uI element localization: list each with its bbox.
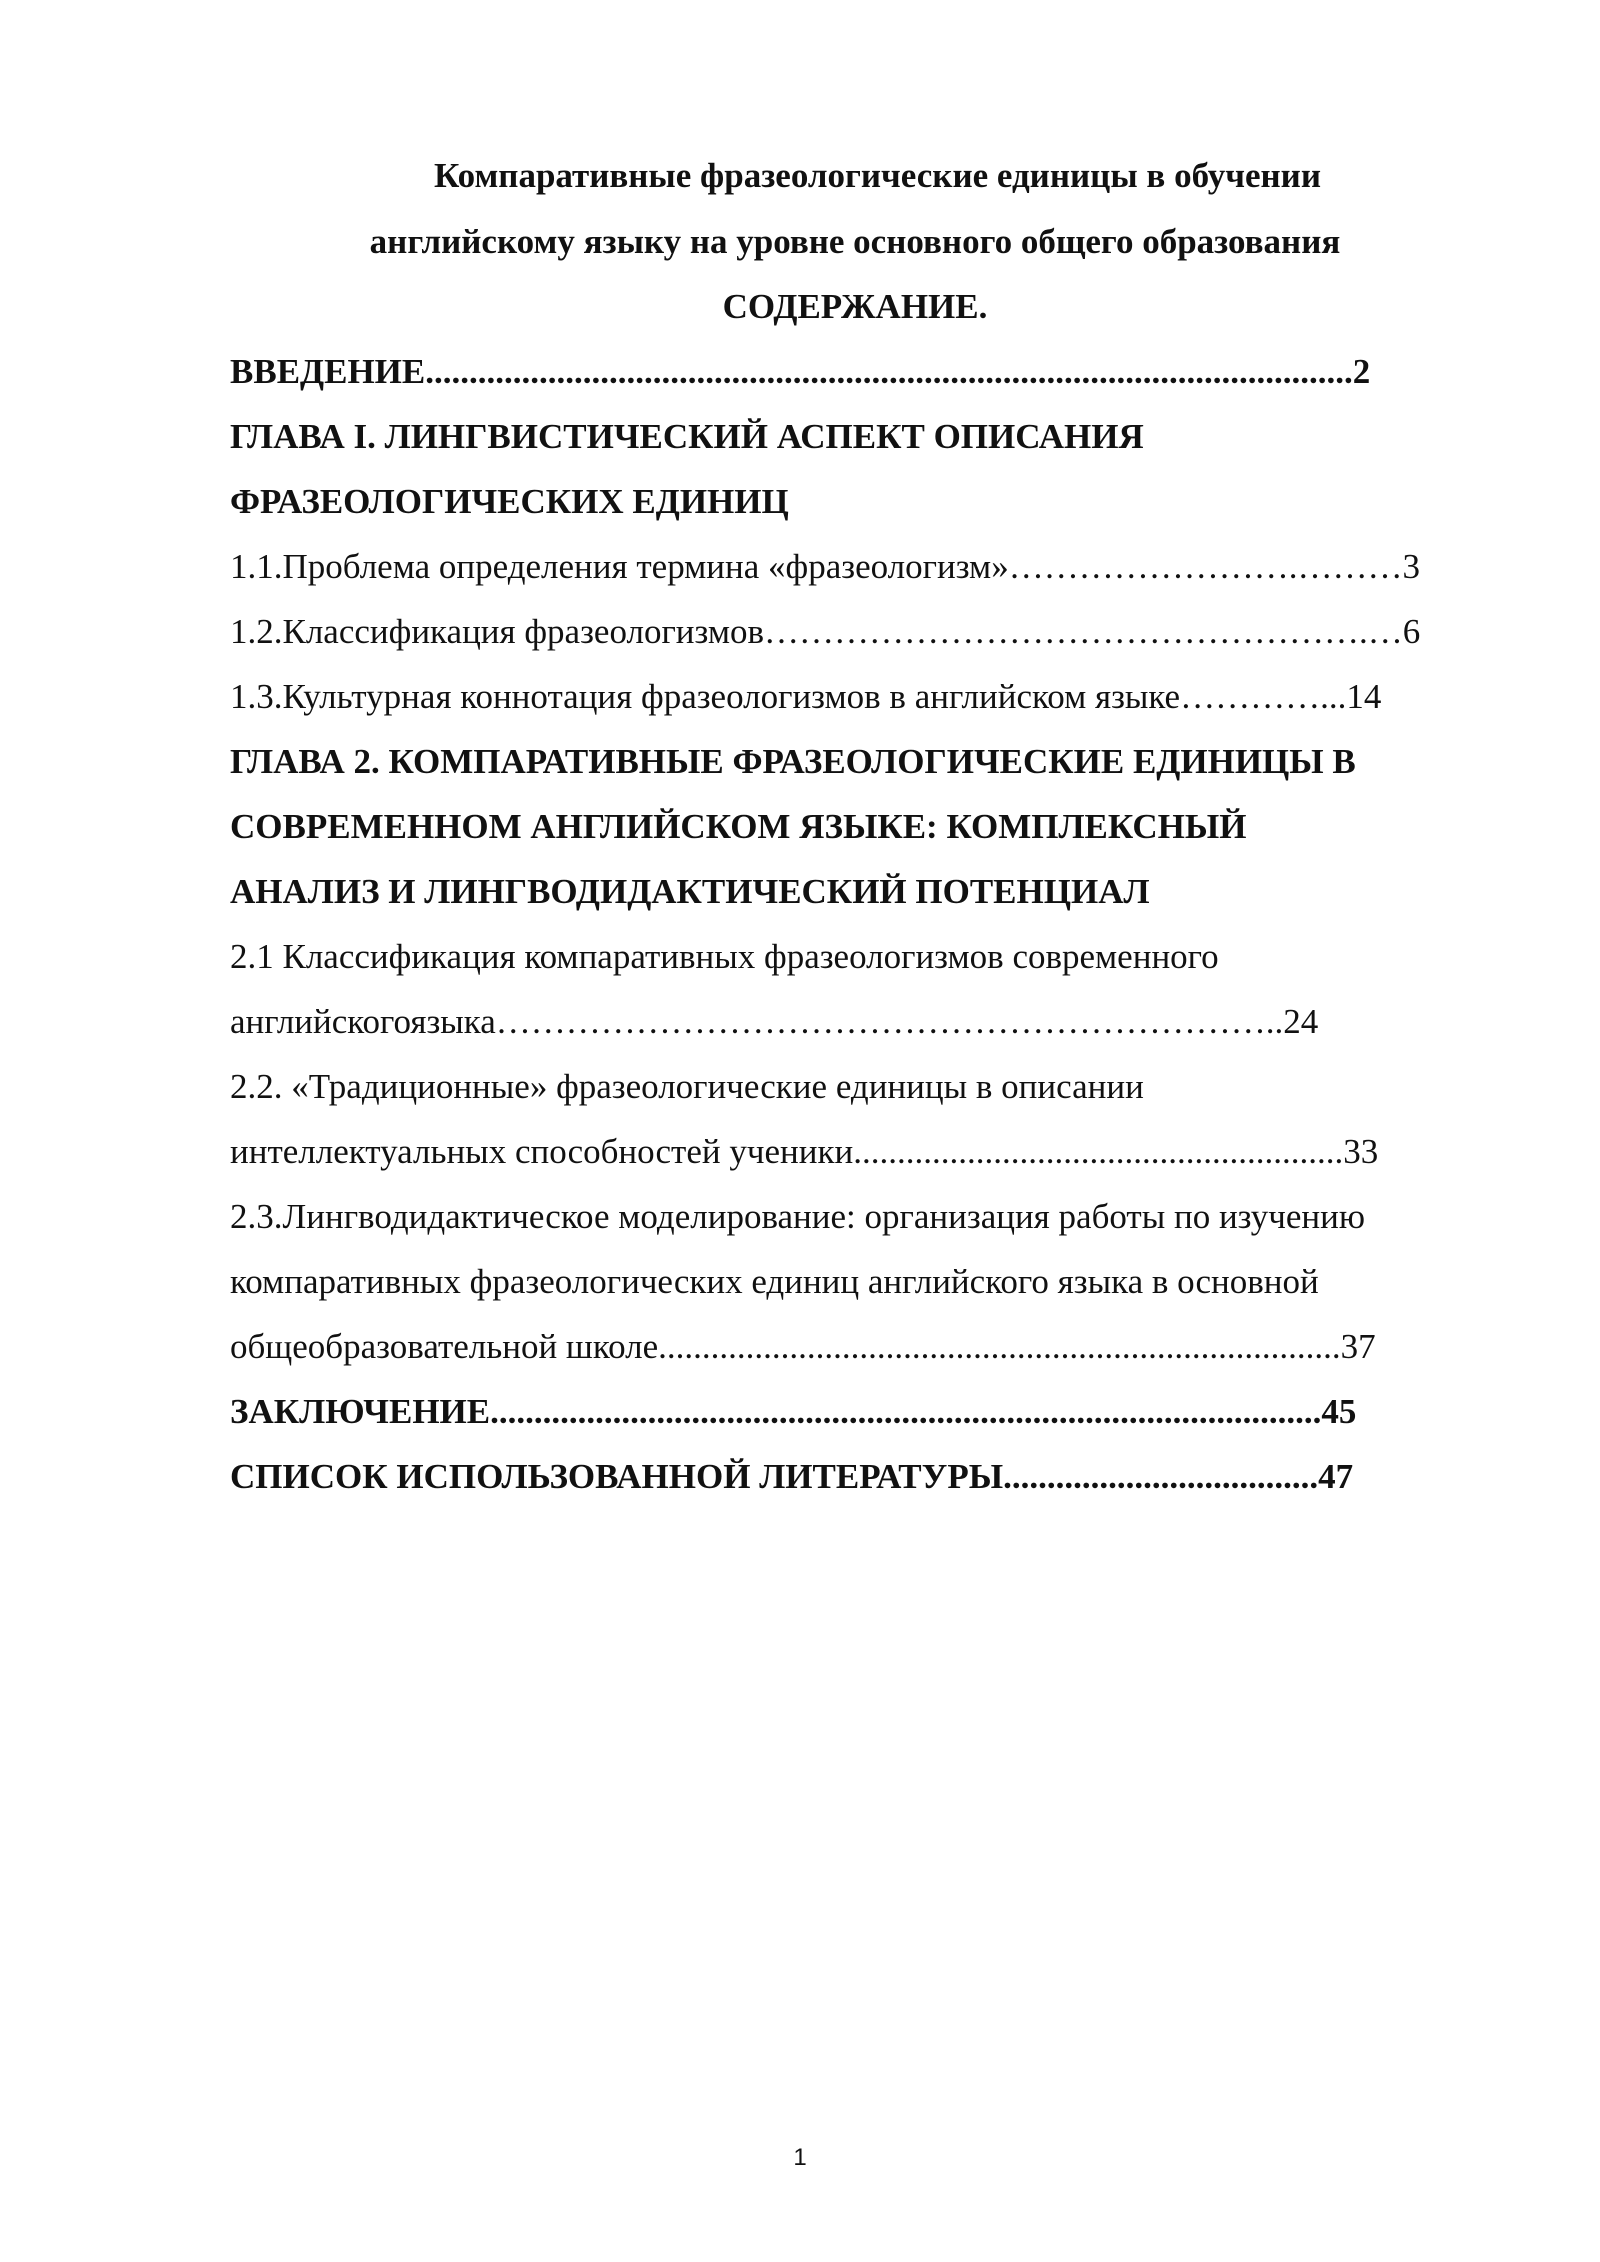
toc-entry-section-2-3-line-3 <box>230 1314 1495 1379</box>
toc-entry-section-2-1-line-1 <box>230 924 1495 989</box>
toc-entry-text: ФРАЗЕОЛОГИЧЕСКИХ ЕДИНИЦ <box>230 482 789 521</box>
toc-entry-text: ГЛАВА I. ЛИНГВИСТИЧЕСКИЙ АСПЕКТ ОПИСАНИЯ <box>230 417 1144 456</box>
document-title-line-2: английскому языку на уровне основного общего образования <box>369 222 1341 261</box>
toc-entry-text: 2.1 Классификация компаративных фразеологизмов современного <box>230 937 1219 976</box>
table-of-contents <box>230 339 1495 1509</box>
toc-chapter-2-heading-line-1 <box>230 729 1495 794</box>
toc-entry-section-2-3-line-1 <box>230 1184 1495 1249</box>
toc-entry-text: интеллектуальных способностей ученики........................................................33 <box>230 1132 1379 1171</box>
toc-entry-text: 1.3.Культурная коннотация фразеологизмов в английском языке…………...14 <box>230 677 1382 716</box>
toc-chapter-1-heading-line-1 <box>230 404 1495 469</box>
toc-entry-conclusion <box>230 1379 1495 1444</box>
toc-entry-section-2-2-line-1 <box>230 1054 1495 1119</box>
document-title-line-1: Компаративные фразеологические единицы в обучении <box>433 156 1322 195</box>
toc-entry-text: СПИСОК ИСПОЛЬЗОВАННОЙ ЛИТЕРАТУРЫ....................................47 <box>230 1457 1354 1496</box>
toc-entry-text: ГЛАВА 2. КОМПАРАТИВНЫЕ ФРАЗЕОЛОГИЧЕСКИЕ ЕДИНИЦЫ В <box>230 742 1356 781</box>
toc-chapter-1-heading-line-2 <box>230 469 1495 534</box>
toc-entry-section-1-1 <box>230 534 1495 599</box>
toc-entry-text: 2.2. «Традиционные» фразеологические единицы в описании <box>230 1067 1144 1106</box>
toc-entry-section-1-2 <box>230 599 1495 664</box>
toc-entry-text: 1.2.Классификация фразеологизмов…………………………………………….…6 <box>230 612 1421 651</box>
toc-entry-section-2-1-line-2 <box>230 989 1495 1054</box>
toc-entry-text: 2.3.Лингводидактическое моделирование: организация работы по изучению <box>230 1197 1366 1236</box>
toc-chapter-2-heading-line-2 <box>230 794 1495 859</box>
toc-entry-section-1-3 <box>230 664 1495 729</box>
toc-entry-text: общеобразовательной школе..............................................................................37 <box>230 1327 1376 1366</box>
contents-heading: СОДЕРЖАНИЕ. <box>722 287 988 326</box>
toc-entry-text: ВВЕДЕНИЕ..........................................................................................................2 <box>230 352 1371 391</box>
toc-entry-section-2-2-line-2 <box>230 1119 1495 1184</box>
toc-chapter-2-heading-line-3 <box>230 859 1495 924</box>
page-number: 1 <box>793 2144 807 2171</box>
toc-entry-text: ЗАКЛЮЧЕНИЕ...............................................................................................45 <box>230 1392 1357 1431</box>
toc-entry-text: АНАЛИЗ И ЛИНГВОДИДАКТИЧЕСКИЙ ПОТЕНЦИАЛ <box>230 872 1150 911</box>
toc-entry-text: 1.1.Проблема определения термина «фразеологизм»…………………….………3 <box>230 547 1420 586</box>
toc-entry-text: СОВРЕМЕННОМ АНГЛИЙСКОМ ЯЗЫКЕ: КОМПЛЕКСНЫЙ <box>230 807 1247 846</box>
toc-entry-text: компаративных фразеологических единиц английского языка в основной <box>230 1262 1319 1301</box>
toc-entry-introduction <box>230 339 1495 404</box>
toc-entry-text: английскогоязыка…………………………………………………………..24 <box>230 1002 1319 1041</box>
toc-entry-section-2-3-line-2 <box>230 1249 1495 1314</box>
toc-entry-references <box>230 1444 1495 1509</box>
